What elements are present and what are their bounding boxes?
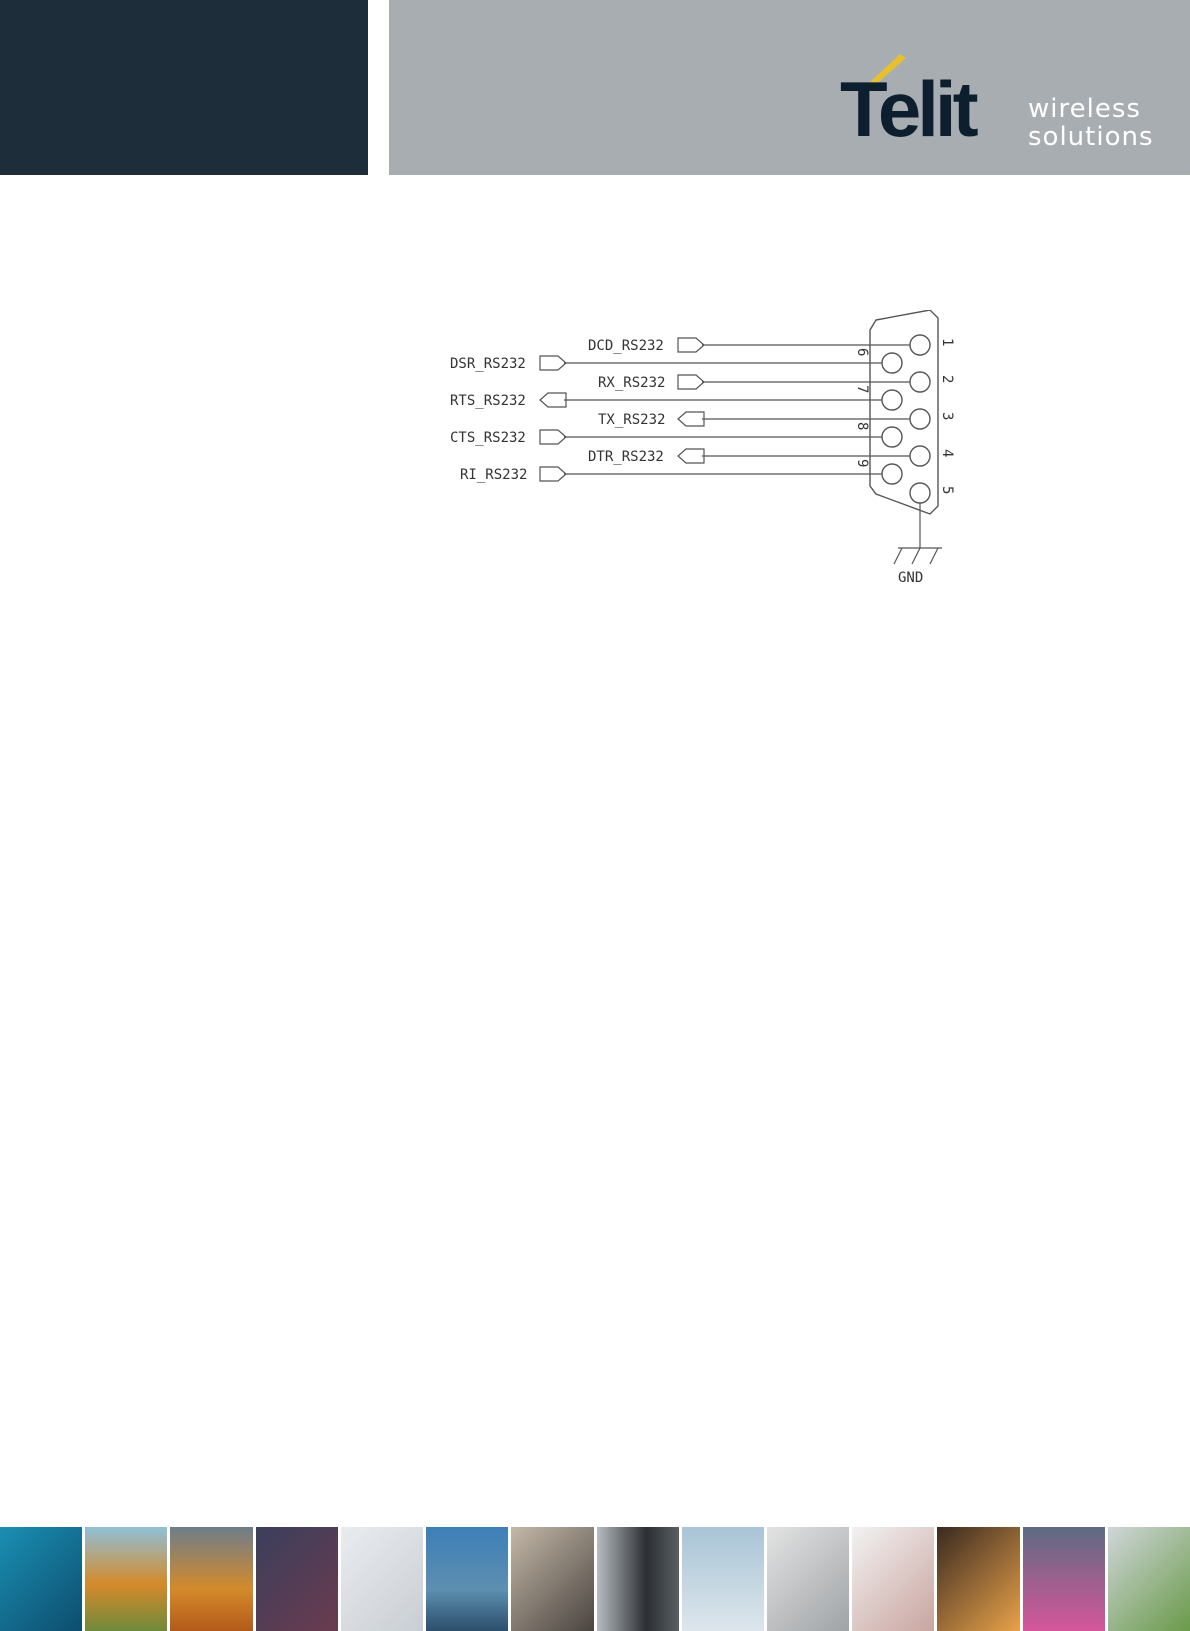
footer-photo-12 [937,1527,1019,1631]
footer-photo-13 [1023,1527,1105,1631]
signal-label-cts: CTS_RS232 [450,430,526,446]
signal-label-dcd: DCD_RS232 [588,338,664,354]
footer-photo-7 [511,1527,593,1631]
pin-number-9: 9 [854,459,870,468]
signal-label-dsr: DSR_RS232 [450,356,526,372]
footer-photo-14 [1108,1527,1190,1631]
signal-label-rx: RX_RS232 [598,375,666,391]
footer-photo-8 [597,1527,679,1631]
footer-photo-1 [0,1527,82,1631]
footer-photo-11 [852,1527,934,1631]
footer-photo-6 [426,1527,508,1631]
db9-connector-schematic [440,310,960,590]
logo-tagline-line1: wireless [1028,94,1141,124]
outer-pin-circles [910,335,930,503]
signal-label-ri: RI_RS232 [460,467,528,483]
signal-label-tx: TX_RS232 [598,412,666,428]
footer-photo-5 [341,1527,423,1631]
pin-number-7: 7 [854,385,870,394]
pin-number-8: 8 [854,422,870,431]
signal-label-dtr: DTR_RS232 [588,449,664,465]
pin-number-3: 3 [939,412,955,421]
pin-number-5: 5 [939,486,955,495]
logo-tagline [1028,95,1154,151]
ground-label: GND [898,570,924,586]
footer-photo-2 [85,1527,167,1631]
pin-number-1: 1 [939,338,955,347]
footer-photo-3 [170,1527,252,1631]
footer-photo-9 [682,1527,764,1631]
header-dark-panel [0,0,368,175]
footer-photo-strip [0,1527,1190,1631]
logo-tagline-line2: solutions [1028,122,1154,152]
pin-number-2: 2 [939,375,955,384]
pin-number-6: 6 [854,348,870,357]
logo-wordmark: Telit [840,65,975,153]
pin-number-4: 4 [939,449,955,458]
signal-label-rts: RTS_RS232 [450,393,526,409]
footer-photo-10 [767,1527,849,1631]
footer-photo-4 [256,1527,338,1631]
telit-logo [838,50,1168,160]
